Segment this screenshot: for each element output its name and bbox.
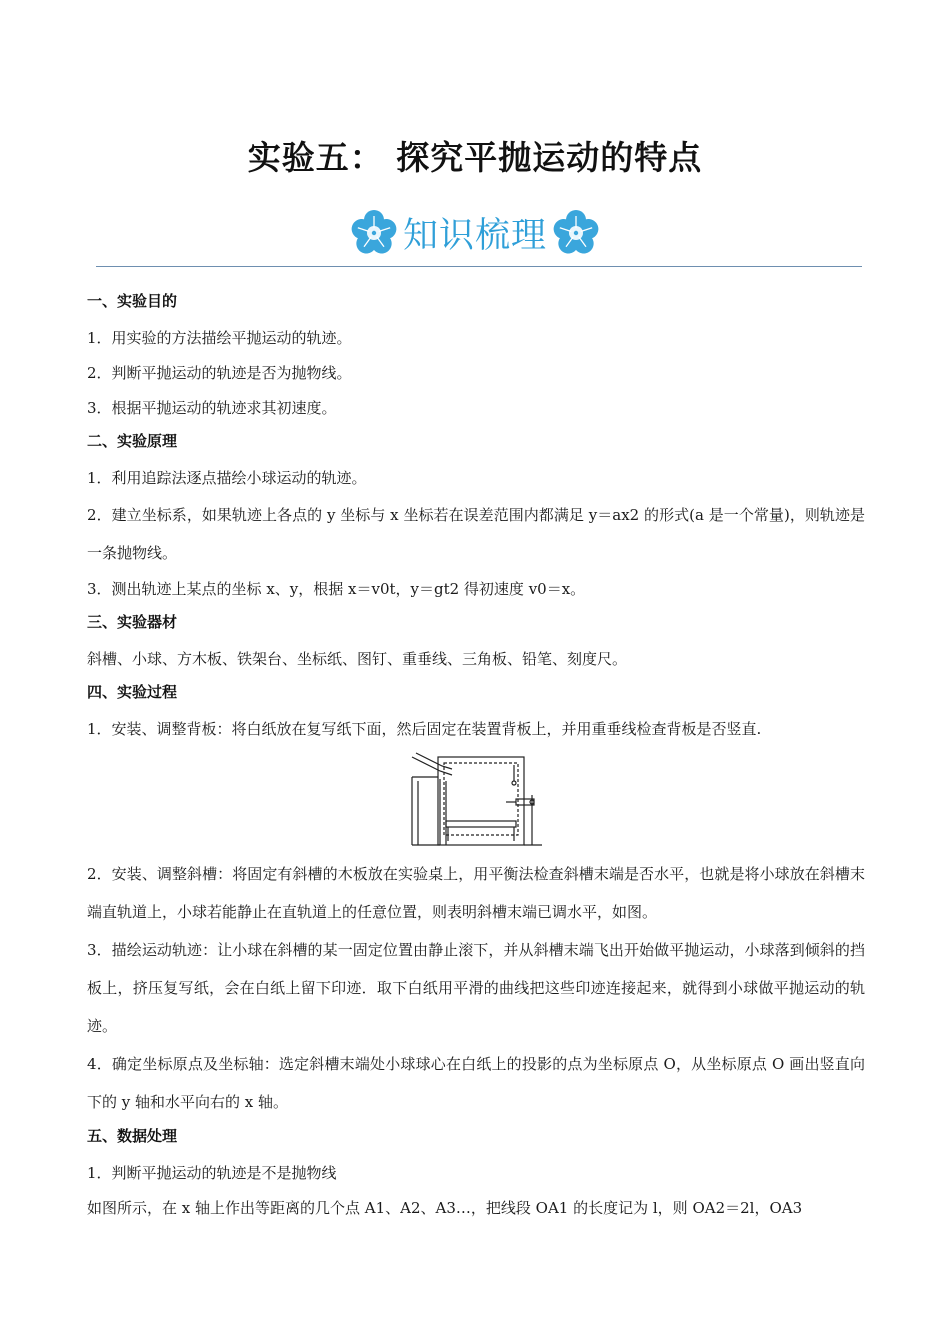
document-body [87,286,865,1226]
paragraph: 3．测出轨迹上某点的坐标 x、y，根据 x＝v0t，y＝gt2 得初速度 v0＝x。 [87,580,586,598]
apparatus-figure [87,747,865,855]
section-heading: 三、实验器材 [87,613,178,631]
paragraph: 3．根据平抛运动的轨迹求其初速度。 [87,399,337,417]
paragraph: 2．判断平抛运动的轨迹是否为抛物线。 [87,364,352,382]
banner-title: 知识梳理 [402,216,547,256]
paragraph: 1．用实验的方法描绘平抛运动的轨迹。 [87,329,352,347]
paragraph: 1．安装、调整背板：将白纸放在复写纸下面，然后固定在装置背板上，并用重垂线检查背板是否竖直. [87,720,762,738]
paragraph: 1．判断平抛运动的轨迹是不是抛物线 [87,1164,337,1182]
page-title: 实验五： 探究平抛运动的特点 [247,138,703,177]
paragraph: 斜槽、小球、方木板、铁架台、坐标纸、图钉、重垂线、三角板、铅笔、刻度尺。 [87,650,628,668]
paragraph: 2．建立坐标系，如果轨迹上各点的 y 坐标与 x 坐标若在误差范围内都满足 y＝ax2 的形式(a 是一个常量)，则轨迹是一条抛物线。 [87,506,865,562]
paragraph: 3．描绘运动轨迹：让小球在斜槽的某一固定位置由静止滚下，并从斜槽末端飞出开始做平抛运动，小球落到倾斜的挡板上，挤压复写纸，会在白纸上留下印迹．取下白纸用平滑的曲线把这些印迹连接起来，就得到小球做平抛运动的轨迹。 [87,941,865,1035]
flower-icon [550,207,602,259]
paragraph: 如图所示，在 x 轴上作出等距离的几个点 A1、A2、A3…，把线段 OA1 的长度记为 l，则 OA2＝2l，OA3 [87,1199,803,1217]
section-heading: 四、实验过程 [87,683,178,701]
section-heading: 五、数据处理 [87,1127,178,1145]
section-heading: 二、实验原理 [87,432,178,450]
section-heading: 一、实验目的 [87,292,178,310]
apparatus-diagram [410,751,542,849]
paragraph: 4．确定坐标原点及坐标轴：选定斜槽末端处小球球心在白纸上的投影的点为坐标原点 O，从坐标原点 O 画出竖直向下的 y 轴和水平向右的 x 轴。 [87,1055,865,1111]
paragraph: 1．利用追踪法逐点描绘小球运动的轨迹。 [87,469,367,487]
paragraph: 2．安装、调整斜槽：将固定有斜槽的木板放在实验桌上，用平衡法检查斜槽末端是否水平，也就是将小球放在斜槽末端直轨道上，小球若能静止在直轨道上的任意位置，则表明斜槽末端已调水平，如图。 [87,865,865,921]
header-divider [96,266,862,267]
section-banner [0,204,950,262]
flower-icon [348,207,400,259]
